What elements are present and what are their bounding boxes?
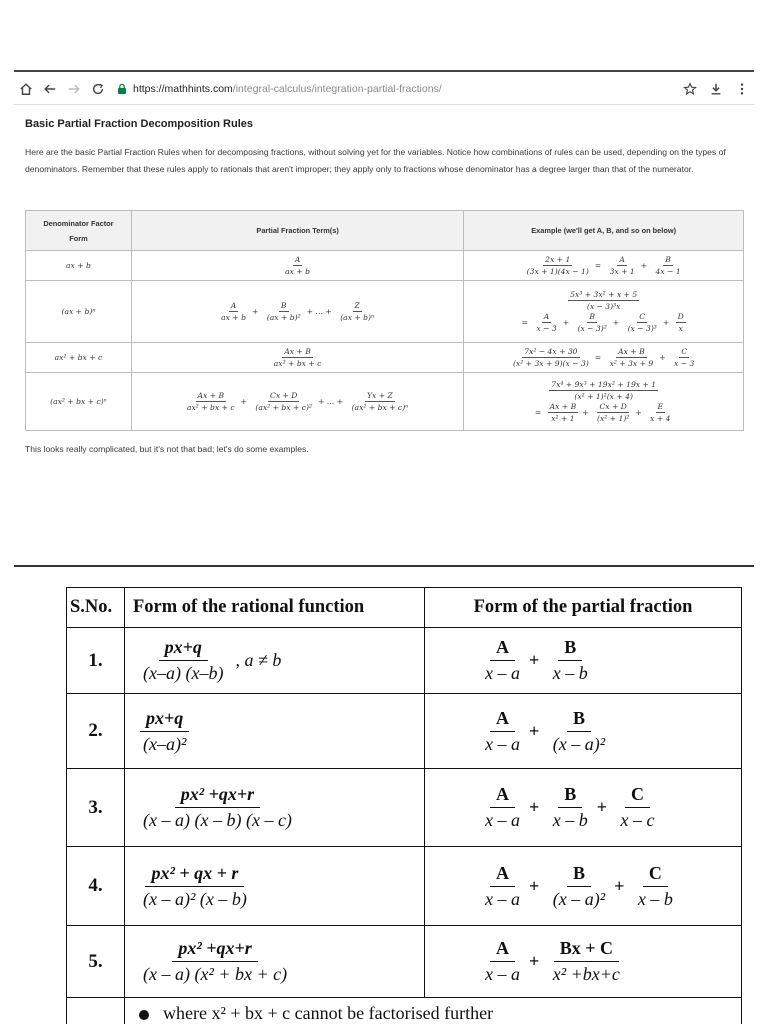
table-row (26, 343, 744, 373)
empty-cell (67, 998, 125, 1024)
example-cell: $\frac{2x + 1}{(3x + 1)(4x - 1)}$ = $\frac{A}{3x + 1}$ + $\frac{B}{4x - 1}$ (464, 251, 744, 281)
header-sno: S.No. (67, 588, 125, 628)
rational-function-cell: $\frac{px+q}{\text{(x–a)²}}$ (125, 694, 425, 769)
back-icon[interactable] (38, 77, 62, 101)
image-top-border (14, 565, 754, 567)
window-top-border (14, 70, 754, 72)
partial-fraction-rules-table (25, 210, 744, 431)
example-cell: $\frac{\text{7x² − 4x + 30}}{\text{(x² + 3x + 9)(x − 3)}}$ = $\frac{Ax + B}{\text{x² + 3x + 9}}$ + $\frac{C}{x - 3}$ (464, 343, 744, 373)
article-intro: Here are the basic Partial Fraction Rules when for decomposing fractions, without solving yet for the variables. Notice how combinations of rules can be used, depending on the types of denominators. Remember that these rules apply to rationals that aren't improper; they apply only to fractions whose denominator has a degree larger than that of the numerator. (25, 147, 726, 174)
table-row (67, 694, 742, 769)
table-row (26, 281, 744, 343)
forward-icon[interactable] (62, 77, 86, 101)
rational-function-cell: $\frac{px+q}{(x-a) (x-b)}$ , a ≠ b (125, 628, 425, 694)
table-row (67, 628, 742, 694)
home-icon[interactable] (14, 77, 38, 101)
url-path: /integral-calculus/integration-partial-fractions/ (232, 83, 442, 95)
example-cell: $\frac{\text{7x⁴ + 9x³ + 19x² + 19x + 1}}{\text{(x² + 1)²(x + 4)}}$ = $\frac{Ax + B}{\text{x² + 1}}$ + $\frac{Cx + D}{\text{(x² + 1)²}}$ + $\frac{E}{x + 4}$ (464, 373, 744, 431)
header-partial-fraction: Form of the partial fraction (425, 588, 742, 628)
serial-number: 5. (67, 926, 125, 998)
term-cell: $\frac{A}{ax + b}$ (131, 251, 463, 281)
article (25, 118, 745, 177)
partial-fraction-cell: $\frac{A}{x - a}$ + $\frac{B}{x - b}$ (425, 628, 742, 694)
factorisation-note: where x² + bx + c cannot be factorised further (163, 1003, 494, 1023)
rational-function-cell: $\frac{\text{px² +qx+r}}{(x - a) (x - b) (x - c)}$ (125, 769, 425, 847)
rational-function-cell: $\frac{\text{px² +qx+r}}{\text{(x – a) (x² + bx + c)}}$ (125, 926, 425, 998)
partial-fraction-forms-table (66, 587, 742, 1024)
partial-fraction-cell: $\frac{A}{x - a}$ + $\frac{B}{x - b}$ + $\frac{C}{x - c}$ (425, 769, 742, 847)
table-row (67, 847, 742, 926)
header-denominator-form: Denominator Factor Form (26, 211, 132, 251)
example-cell: $\frac{\text{5x³ + 3x² + x + 5}}{\text{(x − 3)³x}}$ = $\frac{A}{x - 3}$ + $\frac{B}{\text{(x − 3)²}}$ + $\frac{C}{\text{(x − 3)³}}$ + $\frac{D}{x}$ (464, 281, 744, 343)
partial-fraction-cell: $\frac{A}{x - a}$ + $\frac{B}{\text{(x – a)²}}$ + $\frac{C}{x - b}$ (425, 847, 742, 926)
table-row (67, 998, 742, 1024)
note-cell (125, 998, 742, 1024)
term-cell: $\frac{Ax + B}{\text{ax² + bx + c}}$ + $\frac{Cx + D}{\text{(ax² + bx + c)²}}$ + … + $\frac{Yx + Z}{\text{(ax² + bx + c)ⁿ}}$ (131, 373, 463, 431)
browser-toolbar (14, 74, 754, 104)
table-row (26, 373, 744, 431)
table-row (67, 769, 742, 847)
serial-number: 4. (67, 847, 125, 926)
factor-cell: (ax + b)ⁿ (26, 281, 132, 343)
header-partial-terms: Partial Fraction Term(s) (131, 211, 463, 251)
factor-cell: (ax² + bx + c)ⁿ (26, 373, 132, 431)
serial-number: 3. (67, 769, 125, 847)
partial-fraction-cell: $\frac{A}{x - a}$ + $\frac{B}{\text{(x – a)²}}$ (425, 694, 742, 769)
reload-icon[interactable] (86, 77, 110, 101)
address-bar[interactable] (110, 77, 678, 101)
star-icon[interactable] (678, 77, 702, 101)
factor-cell: ax + b (26, 251, 132, 281)
toolbar-divider (14, 104, 754, 105)
serial-number: 2. (67, 694, 125, 769)
partial-fraction-cell: $\frac{A}{x - a}$ + $\frac{Bx + C}{\text{x² +bx+c}}$ (425, 926, 742, 998)
pf-header-row (67, 588, 742, 628)
table-row (67, 926, 742, 998)
rules-header-row (26, 211, 744, 251)
lock-icon (116, 83, 128, 95)
url-host: https://mathhints.com (133, 83, 233, 95)
serial-number: 1. (67, 628, 125, 694)
closing-text: This looks really complicated, but it's not that bad; let's do some examples. (25, 444, 309, 454)
article-title: Basic Partial Fraction Decomposition Rules (25, 118, 254, 130)
download-icon[interactable] (704, 77, 728, 101)
rational-function-cell: $\frac{\text{px² + qx + r}}{\text{(x – a)² (x – b)}}$ (125, 847, 425, 926)
header-rational-function: Form of the rational function (125, 588, 425, 628)
menu-icon[interactable] (730, 77, 754, 101)
header-example: Example (we'll get A, B, and so on below) (464, 211, 744, 251)
term-cell: $\frac{A}{ax + b}$ + $\frac{B}{\text{(ax + b)²}}$ + … + $\frac{Z}{\text{(ax + b)ⁿ}}$ (131, 281, 463, 343)
table-row (26, 251, 744, 281)
factor-cell: ax² + bx + c (26, 343, 132, 373)
term-cell: $\frac{Ax + B}{\text{ax² + bx + c}}$ (131, 343, 463, 373)
bullet-icon (139, 1010, 149, 1020)
